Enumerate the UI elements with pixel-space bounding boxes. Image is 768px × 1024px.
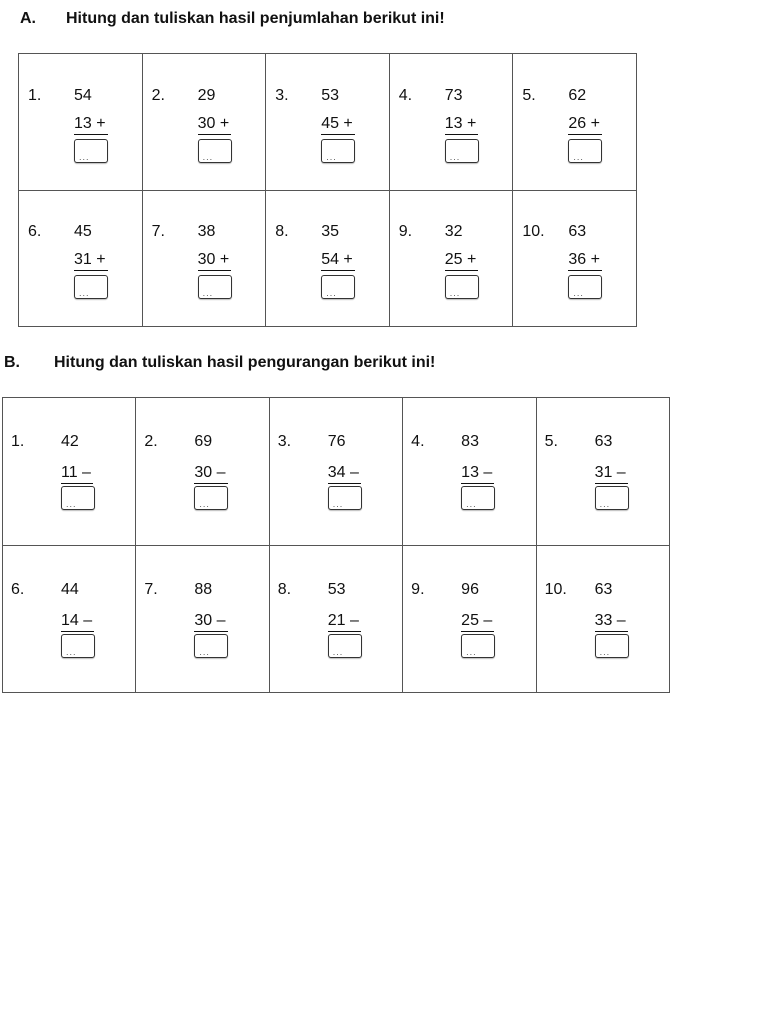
subtraction-cell-5 [536,398,669,546]
subtraction-cell-3 [269,398,402,546]
first-operand: 42 [61,433,79,450]
section-a-title: Hitung dan tuliskan hasil penjumlahan berikut ini! [66,10,445,27]
answer-box[interactable] [321,139,355,163]
first-operand: 53 [327,580,346,598]
first-operand: 69 [194,433,213,450]
subtraction-cell-2 [136,398,269,546]
answer-placeholder: ... [326,152,337,162]
second-operand: 31 – [595,464,628,484]
subtraction-cell-7 [136,545,269,693]
second-operand: 26 + [568,115,602,135]
problem-number: 8. [277,580,292,598]
answer-placeholder: ... [466,646,477,657]
first-operand: 88 [194,580,213,598]
second-operand: 13 – [461,464,494,484]
answer-box[interactable] [328,634,362,658]
section-a-heading [20,10,445,28]
problem-number: 6. [28,222,42,240]
problem-number: 1. [11,433,25,450]
problem-number: 2. [144,433,158,450]
answer-box[interactable] [595,634,629,658]
answer-placeholder: ... [66,646,77,657]
problem-number: 8. [275,222,289,240]
answer-placeholder: ... [599,499,611,509]
answer-box[interactable] [74,139,108,163]
second-operand: 34 – [328,464,361,484]
first-operand: 76 [327,433,346,450]
problem-number: 5. [522,87,536,104]
addition-cell-2 [142,54,266,191]
problem-number: 5. [544,433,558,450]
problem-number: 1. [28,87,42,104]
problem-number: 4. [398,87,413,104]
addition-table [18,53,637,327]
first-operand: 54 [74,87,92,104]
answer-box[interactable] [445,139,479,163]
answer-placeholder: ... [599,646,611,657]
section-b-heading [4,354,436,372]
answer-box[interactable] [198,139,232,163]
first-operand: 96 [461,580,479,598]
section-a-letter: A. [20,10,36,27]
answer-placeholder: ... [332,646,344,657]
addition-cell-3 [266,54,390,191]
addition-cell-1 [19,54,143,191]
second-operand: 25 + [445,251,479,271]
second-operand: 30 + [198,115,232,135]
problem-number: 10. [522,222,545,240]
addition-cell-5 [513,54,637,191]
second-operand: 31 + [74,251,108,271]
answer-placeholder: ... [573,287,584,298]
first-operand: 53 [321,87,339,104]
section-b-title: Hitung dan tuliskan hasil pengurangan berikut ini! [54,354,436,371]
subtraction-cell-8 [269,545,402,693]
first-operand: 63 [568,222,587,240]
subtraction-cell-9 [403,545,536,693]
problem-number: 3. [277,433,292,450]
addition-cell-7 [142,190,266,327]
answer-placeholder: ... [79,287,90,298]
second-operand: 11 – [61,464,93,484]
subtraction-row [3,545,670,693]
addition-cell-10 [513,190,637,327]
first-operand: 29 [197,87,216,104]
answer-box[interactable] [568,275,602,299]
answer-placeholder: ... [202,287,214,298]
problem-number: 9. [398,222,413,240]
second-operand: 30 – [194,612,227,632]
answer-placeholder: ... [466,499,477,509]
second-operand: 14 – [61,612,94,632]
subtraction-cell-6 [3,545,136,693]
second-operand: 13 + [445,115,479,135]
first-operand: 62 [568,87,587,104]
problem-number: 9. [411,580,425,598]
subtraction-cell-4 [403,398,536,546]
answer-box[interactable] [461,634,495,658]
first-operand: 35 [321,222,339,240]
answer-box[interactable] [194,634,228,658]
answer-box[interactable] [321,275,355,299]
answer-box[interactable] [445,275,479,299]
answer-box[interactable] [198,275,232,299]
first-operand: 83 [461,433,479,450]
answer-placeholder: ... [79,152,90,162]
problem-number: 3. [275,87,289,104]
answer-placeholder: ... [449,287,461,298]
subtraction-row [3,398,670,546]
answer-box[interactable] [194,486,228,510]
first-operand: 45 [74,222,92,240]
answer-box[interactable] [595,486,629,510]
addition-cell-6 [19,190,143,327]
problem-number: 7. [144,580,158,598]
problem-number: 6. [11,580,25,598]
problem-number: 4. [411,433,425,450]
second-operand: 30 + [198,251,232,271]
answer-box[interactable] [461,486,495,510]
answer-placeholder: ... [573,152,584,162]
first-operand: 73 [444,87,463,104]
subtraction-cell-10 [536,545,669,693]
first-operand: 32 [444,222,463,240]
second-operand: 30 – [194,464,227,484]
answer-placeholder: ... [199,499,210,509]
second-operand: 45 + [321,115,355,135]
problem-number: 2. [151,87,165,104]
second-operand: 13 + [74,115,108,135]
first-operand: 63 [594,433,613,450]
problem-number: 7. [151,222,165,240]
second-operand: 33 – [595,612,628,632]
answer-box[interactable] [568,139,602,163]
second-operand: 36 + [568,251,602,271]
first-operand: 38 [197,222,216,240]
answer-placeholder: ... [332,499,344,509]
addition-row [19,54,637,191]
answer-placeholder: ... [66,499,77,509]
answer-box[interactable] [74,275,108,299]
section-b-letter: B. [4,354,20,371]
addition-cell-4 [389,54,513,191]
problem-number: 10. [544,580,567,598]
addition-row [19,190,637,327]
addition-cell-9 [389,190,513,327]
first-operand: 44 [61,580,79,598]
answer-box[interactable] [328,486,362,510]
answer-placeholder: ... [202,152,214,162]
answer-placeholder: ... [199,646,210,657]
second-operand: 25 – [461,612,494,632]
answer-placeholder: ... [449,152,461,162]
subtraction-table [2,397,670,693]
answer-placeholder: ... [326,287,337,298]
answer-box[interactable] [61,486,95,510]
answer-box[interactable] [61,634,95,658]
addition-cell-8 [266,190,390,327]
subtraction-cell-1 [3,398,136,546]
first-operand: 63 [594,580,613,598]
second-operand: 21 – [328,612,361,632]
second-operand: 54 + [321,251,355,271]
